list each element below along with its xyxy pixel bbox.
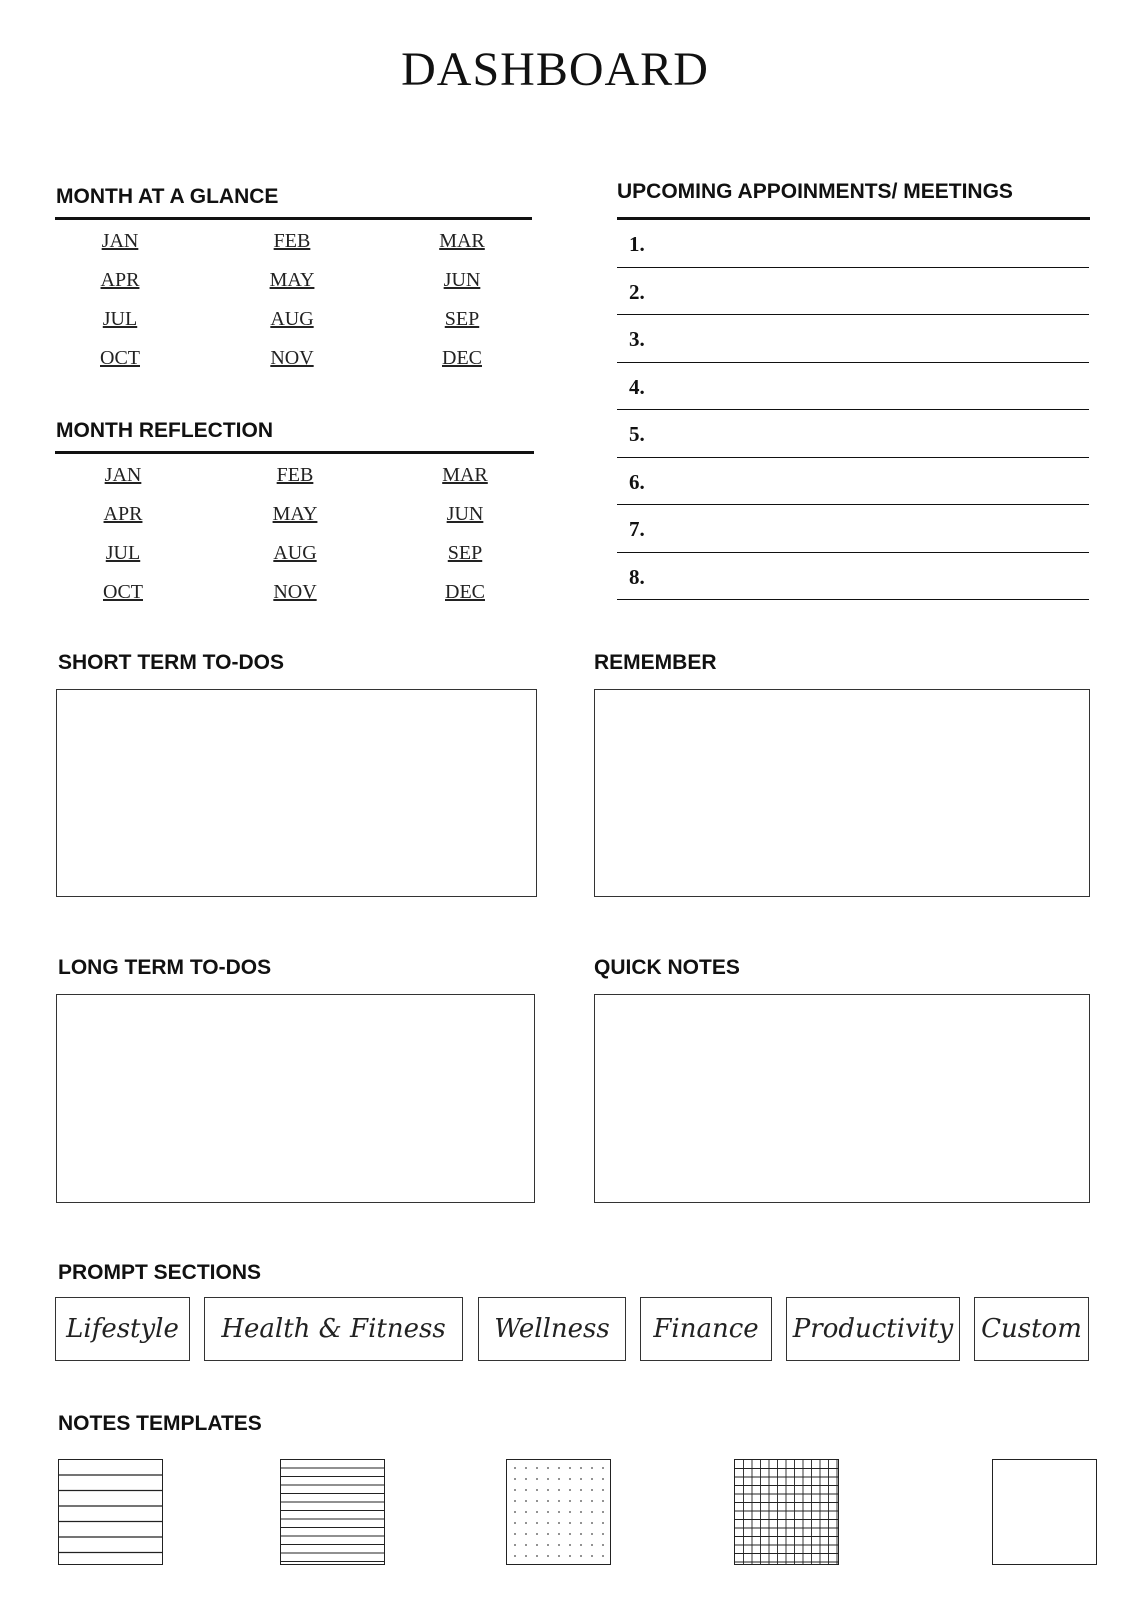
appointment-number: 2. (629, 279, 645, 304)
reflection-month-jan[interactable]: JAN (104, 464, 142, 486)
reflection-month-mar[interactable]: MAR (442, 464, 488, 486)
blank-template-icon[interactable] (992, 1459, 1097, 1565)
reflection-month-dec[interactable]: DEC (445, 581, 485, 603)
glance-month-may[interactable]: MAY (269, 269, 315, 291)
dotted-template-icon[interactable] (506, 1459, 611, 1565)
month-reflection-heading: MONTH REFLECTION (56, 419, 273, 442)
prompt-custom-button[interactable]: Custom (974, 1297, 1089, 1361)
reflection-month-nov[interactable]: NOV (273, 581, 317, 603)
reflection-month-sep[interactable]: SEP (447, 542, 483, 564)
long-term-todos-heading: LONG TERM TO-DOS (58, 956, 272, 979)
appointment-number: 7. (629, 517, 645, 541)
remember-box[interactable] (594, 689, 1090, 897)
appointments-heading: UPCOMING APPOINMENTS/ MEETINGS (617, 180, 1013, 203)
appointment-line-1[interactable] (617, 220, 1089, 268)
short-term-todos-heading: SHORT TERM TO-DOS (58, 651, 284, 674)
glance-month-apr[interactable]: APR (100, 269, 140, 291)
long-term-todos-box[interactable] (56, 994, 535, 1203)
appointment-line-3[interactable] (617, 315, 1089, 363)
appointment-number: 5. (629, 422, 645, 446)
quick-notes-box[interactable] (594, 994, 1090, 1203)
glance-month-dec[interactable]: DEC (442, 347, 482, 369)
reflection-month-apr[interactable]: APR (103, 503, 143, 525)
short-term-todos-box[interactable] (56, 689, 537, 897)
wide-lined-template-icon[interactable] (58, 1459, 163, 1565)
glance-month-jun[interactable]: JUN (443, 269, 481, 291)
glance-month-sep[interactable]: SEP (444, 308, 480, 330)
reflection-month-aug[interactable]: AUG (273, 542, 317, 564)
prompt-lifestyle-button[interactable]: Lifestyle (55, 1297, 190, 1361)
appointment-number: 1. (629, 232, 645, 256)
month-reflection-divider (55, 451, 534, 454)
notes-templates-heading: NOTES TEMPLATES (58, 1412, 262, 1435)
appointment-number: 3. (629, 327, 645, 351)
appointment-number: 8. (629, 564, 645, 589)
grid-template-icon[interactable] (734, 1459, 839, 1565)
appointment-line-7[interactable] (617, 505, 1089, 553)
appointment-number: 4. (629, 374, 645, 399)
glance-month-feb[interactable]: FEB (273, 230, 311, 252)
prompt-sections-heading: PROMPT SECTIONS (58, 1261, 262, 1284)
appointment-line-4[interactable] (617, 363, 1089, 411)
glance-month-aug[interactable]: AUG (270, 308, 314, 330)
prompt-productivity-button[interactable]: Productivity (786, 1297, 960, 1361)
glance-month-nov[interactable]: NOV (270, 347, 314, 369)
appointment-line-2[interactable] (617, 268, 1089, 316)
reflection-month-may[interactable]: MAY (272, 503, 318, 525)
prompt-health-fitness-button[interactable]: Health & Fitness (204, 1297, 463, 1361)
reflection-month-jun[interactable]: JUN (446, 503, 484, 525)
prompt-wellness-button[interactable]: Wellness (478, 1297, 626, 1361)
appointment-number: 6. (629, 469, 645, 494)
appointments-list (617, 220, 1089, 600)
prompt-finance-button[interactable]: Finance (640, 1297, 772, 1361)
page-title: DASHBOARD (401, 43, 709, 96)
glance-month-oct[interactable]: OCT (100, 347, 140, 369)
narrow-lined-template-icon[interactable] (280, 1459, 385, 1565)
glance-month-jul[interactable]: JUL (102, 308, 138, 330)
reflection-month-feb[interactable]: FEB (276, 464, 314, 486)
quick-notes-heading: QUICK NOTES (594, 956, 740, 979)
glance-month-mar[interactable]: MAR (439, 230, 485, 252)
reflection-month-oct[interactable]: OCT (103, 581, 143, 603)
appointment-line-8[interactable] (617, 553, 1089, 601)
appointment-line-5[interactable] (617, 410, 1089, 458)
remember-heading: REMEMBER (594, 651, 717, 674)
month-at-a-glance-divider (55, 217, 532, 220)
appointment-line-6[interactable] (617, 458, 1089, 506)
glance-month-jan[interactable]: JAN (101, 230, 139, 252)
reflection-month-jul[interactable]: JUL (105, 542, 141, 564)
month-at-a-glance-heading: MONTH AT A GLANCE (56, 185, 279, 208)
